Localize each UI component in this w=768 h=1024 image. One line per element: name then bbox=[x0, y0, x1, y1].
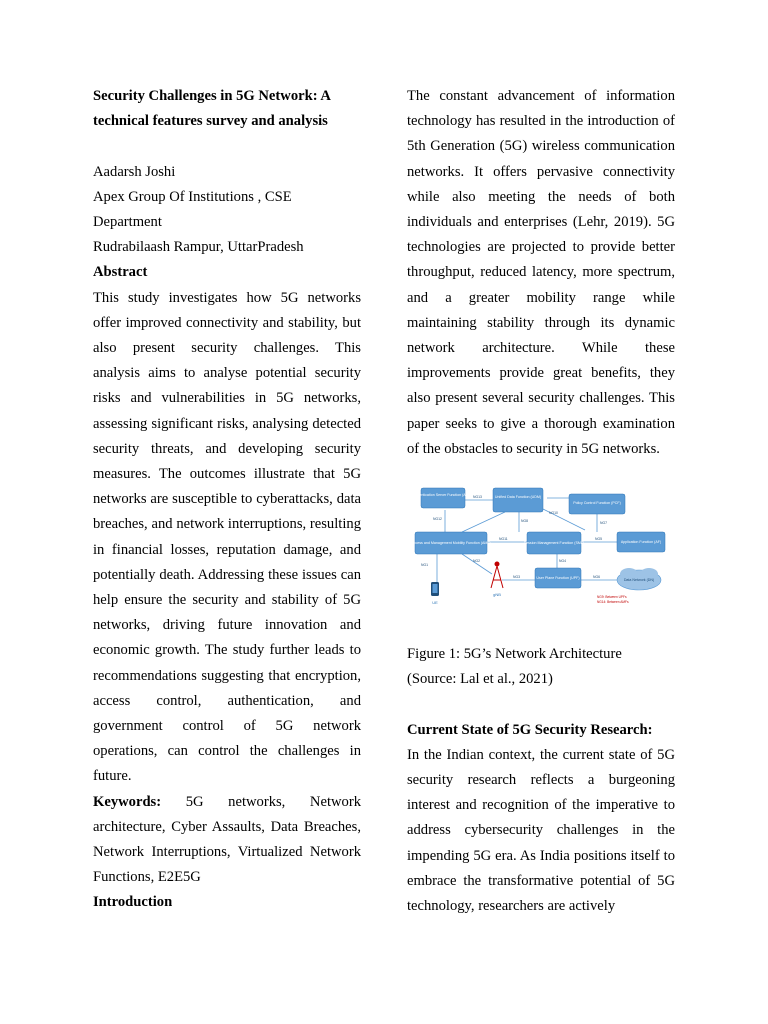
ng7-label: NG7 bbox=[600, 521, 607, 526]
smf-label: Session Management Function (SMF) bbox=[523, 541, 585, 546]
keywords bbox=[93, 790, 361, 891]
section-heading: Current State of 5G Security Research: bbox=[407, 721, 653, 738]
legend-ng14: NG14: Between AMFs bbox=[597, 600, 629, 605]
ue-phone-icon bbox=[431, 582, 439, 596]
pcf-label: Policy Control Function (PCF) bbox=[573, 501, 621, 506]
introduction-text: The constant advancement of information technology has resulted in the introduction of 5th Generation (5G) wireless communication networks. It offers pervasive connectivity while also meeting the needs of both individuals and enterprises (Lehr, 2019). 5G technologies are projected to provide better throughput, reduced latency, more spectrum, and a greater mobility range while maintaining stability through its dynamic network architecture. While these improvements provide great benefits, they also present several security challenges. This paper seeks to give a thorough examination of the obstacles to security in 5G networks. bbox=[407, 88, 675, 457]
udm-label: Unified Data Function (UDM) bbox=[494, 495, 542, 500]
author-name: Aadarsh Joshi bbox=[93, 163, 176, 180]
network-architecture-figure bbox=[407, 476, 675, 618]
ng10-label: NG10 bbox=[549, 511, 558, 516]
author-location: Rudrabilaash Rampur, UttarPradesh bbox=[93, 239, 304, 256]
abstract-text: This study investigates how 5G networks offer improved connectivity and stability, but also present security challenges. This analysis aims to analyse potential security risks and vulnerabilities in 5G networks, assessing significant risks, analysing detected security threats, and developing security measures. The outcomes illustrate that 5G networks are susceptible to cyberattacks, data breaches, and network interruptions, resulting in financial losses, reputation damage, and potentially death. Addressing these issues can help ensure the security and stability of 5G networks, driving future innovation and economic growth. The study further leads to recommendations suggesting that encryption, access control, authentication, and government control of 5G network operations, can control the challenges in future. bbox=[93, 289, 361, 785]
abstract-heading: Abstract bbox=[93, 264, 148, 281]
ng5-label: NG5 bbox=[595, 537, 602, 542]
ng13-label: NG13 bbox=[473, 495, 482, 500]
ue-label: UE bbox=[432, 600, 438, 606]
dn-label: Data Network (DN) bbox=[623, 578, 655, 583]
ng3-label: NG3 bbox=[513, 575, 520, 580]
spacer bbox=[407, 618, 675, 642]
introduction-heading: Introduction bbox=[93, 894, 173, 911]
figure-source: (Source: Lal et al., 2021) bbox=[407, 671, 553, 688]
gnb-label: gNB bbox=[493, 592, 501, 598]
ng1-label: NG1 bbox=[421, 563, 428, 568]
ng12-label: NG12 bbox=[433, 517, 442, 522]
ng8-label: NG8 bbox=[521, 519, 528, 524]
author-affiliation: Apex Group Of Institutions , CSE Department bbox=[93, 188, 292, 230]
af-label: Application Function (AF) bbox=[620, 540, 662, 545]
ausf-label: Authentication Server Function (AUSF) bbox=[411, 493, 475, 498]
ng4-label: NG4 bbox=[559, 559, 566, 564]
upf-label: User Plane Function (UPF) bbox=[536, 576, 580, 581]
figure-caption: Figure 1: 5G’s Network Architecture bbox=[407, 646, 622, 663]
ng2-label: NG2 bbox=[473, 559, 480, 564]
section-text: In the Indian context, the current state of 5G security research reflects a burgeoning interest and recognition of the imperative to address cybersecurity challenges in the impending 5G era. As India positions itself to embrace the transformative potential of 5G technology, researchers are actively bbox=[407, 746, 675, 915]
amf-label: Access and Management Mobility Function (AMF) bbox=[411, 541, 491, 546]
network-architecture-diagram bbox=[407, 476, 675, 618]
ng11-label: NG11 bbox=[499, 537, 508, 542]
legend-ng9: NG9: Between UPFs bbox=[597, 595, 627, 600]
left-column bbox=[93, 84, 361, 916]
right-column bbox=[407, 84, 675, 919]
ng6-label: NG6 bbox=[593, 575, 600, 580]
spacer bbox=[93, 134, 361, 159]
keywords-text: 5G networks, Network architecture, Cyber Assaults, Data Breaches, Network Interruptions, Virtualized Network Functions, E2E5G bbox=[93, 793, 361, 886]
keywords-label: Keywords: bbox=[93, 793, 162, 810]
spacer bbox=[407, 692, 675, 717]
data-network-cloud bbox=[617, 568, 661, 590]
paper-title: Security Challenges in 5G Network: A technical features survey and analysis bbox=[93, 88, 331, 130]
